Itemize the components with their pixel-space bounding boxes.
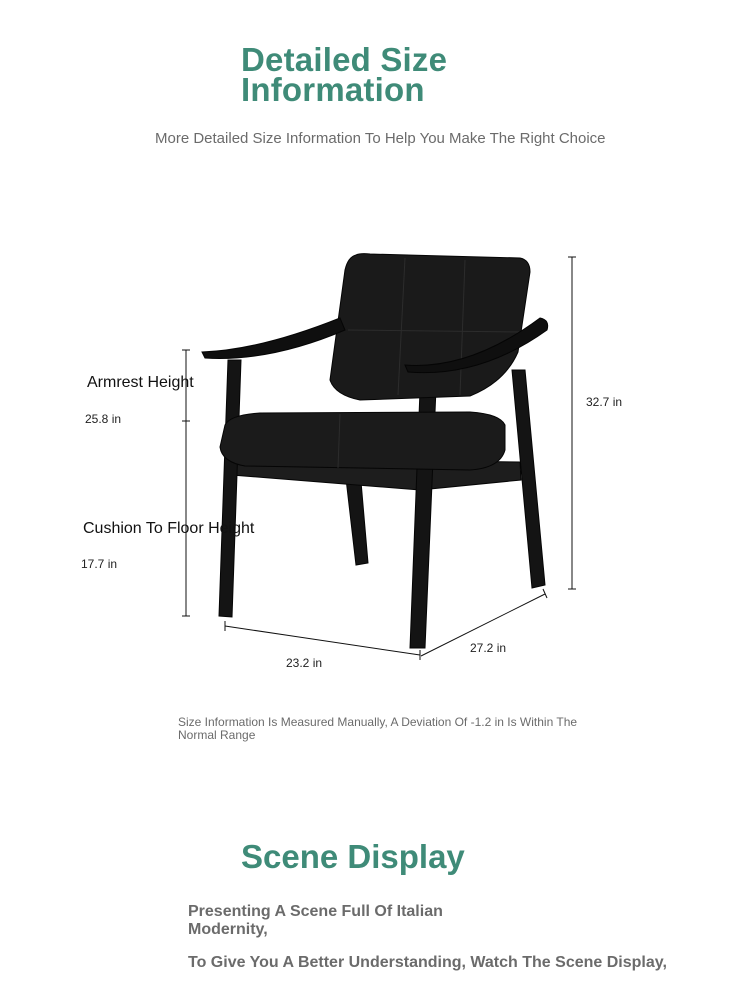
armrest-height-label: Armrest Height <box>87 374 194 391</box>
width-value: 23.2 in <box>286 656 323 670</box>
measurement-note: Size Information Is Measured Manually, A Deviation Of -1.2 in Is Within The Normal Range <box>178 715 578 742</box>
cushion-height-value: 17.7 in <box>81 557 118 571</box>
page-subtitle: More Detailed Size Information To Help You Make The Right Choice <box>155 130 606 147</box>
cushion-height-label: Cushion To Floor Height <box>83 520 255 537</box>
page-title: Detailed Size Information <box>241 41 448 108</box>
scene-title: Scene Display <box>241 838 465 875</box>
chair-image <box>202 254 548 648</box>
height-value: 32.7 in <box>586 395 623 409</box>
depth-value: 27.2 in <box>470 641 507 655</box>
armrest-height-value: 25.8 in <box>85 412 122 426</box>
width-dimension-line <box>225 621 420 660</box>
scene-description-1: Presenting A Scene Full Of Italian Modernity, <box>188 903 443 938</box>
height-dimension-line <box>568 257 576 589</box>
scene-description-2: To Give You A Better Understanding, Watch The Scene Display, <box>188 954 667 971</box>
